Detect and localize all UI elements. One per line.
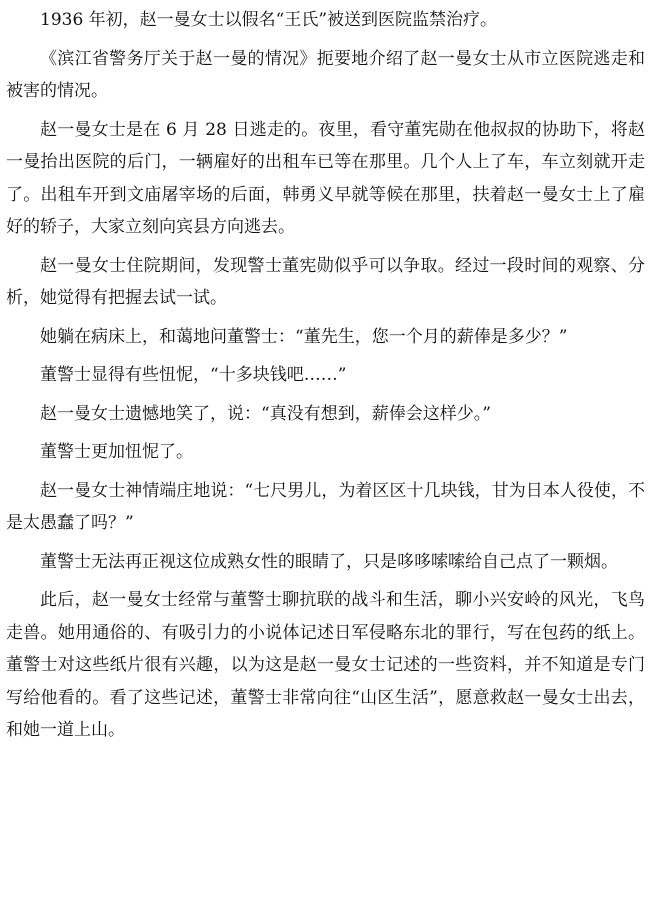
paragraph-8: 董警士更加忸怩了。 — [40, 442, 193, 462]
paragraph-4: 赵一曼女士住院期间，发现警士董宪勋似乎可以争取。经过一段时间的观察、分析，她觉得有把握去试一试。 — [6, 255, 645, 308]
paragraph-10: 董警士无法再正视这位成熟女性的眼睛了，只是哆哆嗦嗦给自己点了一颗烟。 — [40, 551, 618, 572]
paragraph-6: 董警士显得有些忸怩，“十多块钱吧……” — [40, 365, 347, 385]
paragraph-1: 1936 年初，赵一曼女士以假名“王氏”被送到医院监禁治疗。 — [40, 10, 498, 30]
paragraph-7: 赵一曼女士遗憾地笑了，说：“真没有想到，薪俸会这样少。” — [40, 403, 491, 424]
paragraph-2: 《滨江省警务厅关于赵一曼的情况》扼要地介绍了赵一曼女士从市立医院逃走和被害的情况。 — [6, 48, 645, 101]
paragraph-9: 赵一曼女士神情端庄地说：“七尺男儿，为着区区十几块钱，甘为日本人役使，不是太愚蠢了吗？” — [6, 480, 645, 533]
paragraph-3: 赵一曼女士是在 6 月 28 日逃走的。夜里，看守董宪勋在他叔叔的协助下，将赵一曼抬出医院的后门，一辆雇好的出租车已等在那里。几个人上了车，车立刻就开走了。出租车开到文庙屠宰场的后面，韩勇义早就等候在那里，扶着赵一曼女士上了雇好的轿子，大家立刻向宾县方向逃去。 — [6, 119, 645, 237]
paragraph-11: 此后，赵一曼女士经常与董警士聊抗联的战斗和生活，聊小兴安岭的风光，飞鸟走兽。她用通俗的、有吸引力的小说体记述日军侵略东北的罪行，写在包药的纸上。董警士对这些纸片很有兴趣，以为这是赵一曼女士记述的一些资料，并不知道是专门写给他看的。看了这些记述，董警士非常向往“山区生活”，愿意救赵一曼女士出去，和她一道上山。 — [6, 590, 645, 740]
paragraph-5: 她躺在病床上，和蔼地问董警士：“董先生，您一个月的薪俸是多少？” — [40, 326, 568, 347]
